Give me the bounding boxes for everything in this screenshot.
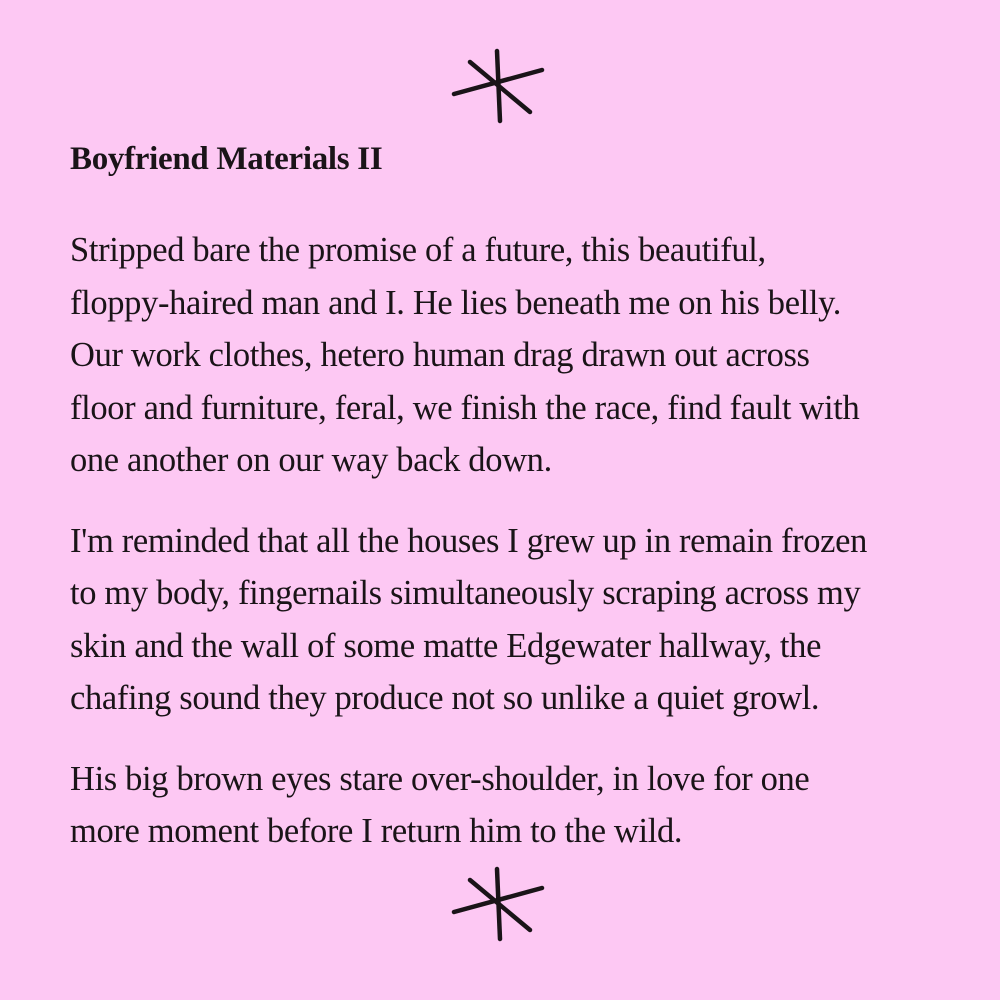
asterisk-icon — [450, 48, 546, 124]
poem-body — [70, 224, 950, 886]
top-asterisk-icon — [450, 48, 546, 124]
poem-line: His big brown eyes stare over-shoulder, in love for one — [70, 759, 810, 798]
stanza-3 — [70, 753, 950, 858]
asterisk-icon — [450, 866, 546, 942]
poem-line: floor and furniture, feral, we finish the race, find fault with — [70, 388, 860, 427]
poem-title: Boyfriend Materials II — [70, 141, 383, 177]
bottom-asterisk-icon — [450, 866, 546, 942]
poem-line: one another on our way back down. — [70, 441, 552, 479]
poem-line: Our work clothes, hetero human drag drawn out across — [70, 336, 810, 374]
stanza-2 — [70, 515, 950, 725]
poem-line: Stripped bare the promise of a future, this beautiful, — [70, 231, 766, 269]
poem-line: I'm reminded that all the houses I grew up in remain frozen — [70, 521, 868, 560]
poem-line: more moment before I return him to the wild. — [70, 812, 683, 850]
poem-line: floppy-haired man and I. He lies beneath me on his belly. — [70, 283, 842, 322]
poem-line: to my body, fingernails simultaneously scraping across my — [70, 574, 861, 612]
stanza-1 — [70, 224, 950, 487]
poem-line: skin and the wall of some matte Edgewater hallway, the — [70, 626, 822, 665]
poem-line: chafing sound they produce not so unlike a quiet growl. — [70, 679, 820, 717]
